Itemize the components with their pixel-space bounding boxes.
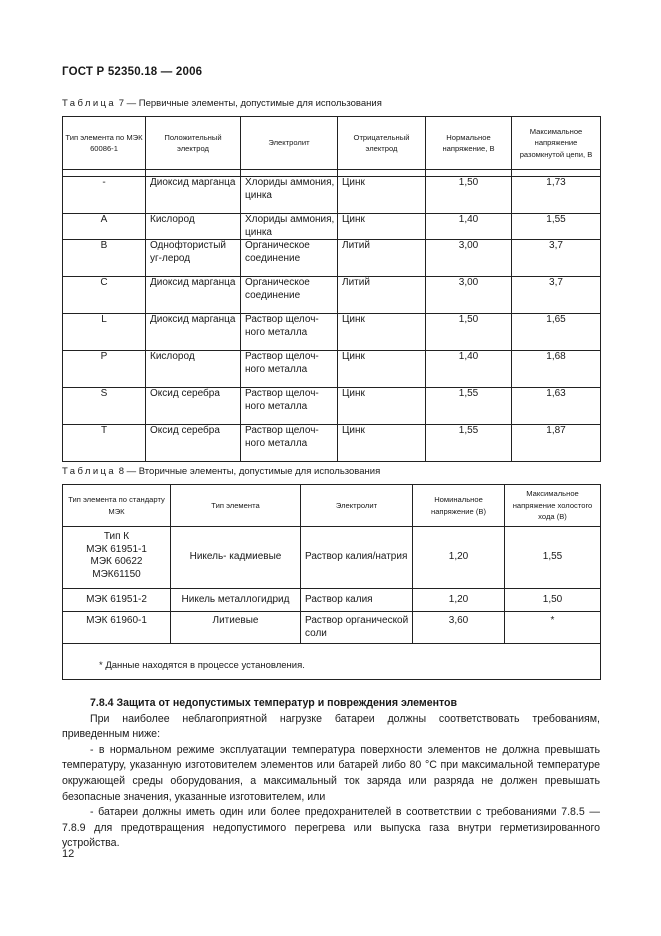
table8-footnote: * Данные находятся в процессе установления. (63, 644, 601, 680)
t7-cell-max: 1,65 (512, 314, 601, 351)
table-row (63, 527, 601, 589)
t7-cell-type: P (63, 351, 146, 388)
t8-type-line: МЭК 61951-1 (86, 543, 147, 555)
t7-cell-max: 1,63 (512, 388, 601, 425)
section-paragraph: - батареи должны иметь один или более предохранителей в соответствии с требованиями 7.8.5 — 7.8.9 для предотвращения недопустимого перегрева или выпуска газа внутри герметизированного устройства. (62, 806, 600, 850)
t7-cell-negative: Цинк (338, 177, 426, 214)
t7-cell-negative: Цинк (338, 214, 426, 240)
t8-cell-electrolyte: Раствор калия/натрия (301, 527, 413, 589)
t7-cell-max: 1,68 (512, 351, 601, 388)
t7-cell-type: - (63, 177, 146, 214)
t8-cell-max: * (505, 612, 601, 644)
t7-cell-type: A (63, 214, 146, 240)
t7-cell-nominal: 1,55 (426, 388, 512, 425)
table-row (63, 388, 601, 425)
t7-cell-nominal: 1,55 (426, 425, 512, 462)
t7-cell-positive: Оксид серебра (146, 388, 241, 425)
t7-header-max: Максимальное напряжение разомкнутой цепи, В (512, 117, 601, 170)
t7-cell-negative: Цинк (338, 314, 426, 351)
t7-cell-electrolyte: Органическое соединение (241, 240, 338, 277)
t7-cell-positive: Диоксид марганца (146, 277, 241, 314)
table-row (63, 240, 601, 277)
t7-cell-negative: Литий (338, 277, 426, 314)
t7-header-negative: Отрицательный электрод (338, 117, 426, 170)
section-heading: 7.8.4 Защита от недопустимых температур и повреждения элементов (90, 697, 458, 709)
t8-cell-electrolyte: Раствор органической соли (301, 612, 413, 644)
t8-header-electrolyte: Электролит (301, 485, 413, 527)
t7-cell-nominal: 3,00 (426, 240, 512, 277)
table-row (63, 589, 601, 612)
t8-cell-standard-type (63, 527, 171, 589)
t7-cell-positive: Однофтористый уг-лерод (146, 240, 241, 277)
t8-cell-nominal: 1,20 (413, 527, 505, 589)
page-number: 12 (62, 848, 75, 860)
t7-cell-nominal: 1,50 (426, 314, 512, 351)
t8-type-line: МЭК61150 (92, 568, 141, 580)
table7 (62, 116, 601, 462)
table-row (63, 314, 601, 351)
table8-caption-text: 8 — Вторичные элементы, допустимые для использования (116, 466, 381, 477)
table-row (63, 277, 601, 314)
t7-cell-negative: Цинк (338, 425, 426, 462)
t8-cell-standard-type: МЭК 61951-2 (63, 589, 171, 612)
t8-header-cell-type: Тип элемента (171, 485, 301, 527)
t8-cell-max: 1,50 (505, 589, 601, 612)
t8-header-max: Максимальное напряжение холостого хода (В) (505, 485, 601, 527)
t7-header-nominal: Нормальное напряжение, В (426, 117, 512, 170)
t7-cell-max: 3,7 (512, 240, 601, 277)
t7-cell-positive: Диоксид марганца (146, 314, 241, 351)
t7-cell-type: C (63, 277, 146, 314)
t7-cell-electrolyte: Раствор щелоч-ного металла (241, 351, 338, 388)
t7-cell-type: L (63, 314, 146, 351)
t7-cell-max: 1,73 (512, 177, 601, 214)
table7-caption (62, 98, 382, 109)
section-paragraph: - в нормальном режиме эксплуатации температура поверхности элементов не должна превышать температуру, указанную изготовителем элементов или батарей либо 80 °С при максимальной температуре окружающей среды оборудования, а максимальный ток заряда или разряда не должен превышать безопасные значения, указанные изготовителем, или (62, 743, 600, 803)
t8-cell-nominal: 3,60 (413, 612, 505, 644)
t7-cell-electrolyte: Органическое соединение (241, 277, 338, 314)
t7-cell-positive: Кислород (146, 214, 241, 240)
t7-header-electrolyte: Электролит (241, 117, 338, 170)
table-row (63, 177, 601, 214)
t7-cell-electrolyte: Раствор щелоч-ного металла (241, 425, 338, 462)
t8-cell-nominal: 1,20 (413, 589, 505, 612)
table8 (62, 484, 601, 680)
t7-cell-max: 1,55 (512, 214, 601, 240)
t8-cell-cell-type: Никель металлогидрид (171, 589, 301, 612)
t7-cell-nominal: 1,40 (426, 214, 512, 240)
t7-cell-nominal: 3,00 (426, 277, 512, 314)
table-note-row (63, 644, 601, 680)
t8-header-nominal: Номинальное напряжение (В) (413, 485, 505, 527)
t8-header-standard-type: Тип элемента по стандарту МЭК (63, 485, 171, 527)
table8-caption-word: Таблица (62, 466, 117, 477)
t7-cell-negative: Цинк (338, 351, 426, 388)
t8-type-line: Тип К (103, 531, 130, 542)
table-row (63, 214, 601, 240)
table7-caption-word: Таблица (62, 98, 117, 109)
t7-cell-nominal: 1,50 (426, 177, 512, 214)
table-row (63, 612, 601, 644)
table7-caption-text: 7 — Первичные элементы, допустимые для использования (116, 98, 382, 109)
t7-header-positive: Положительный электрод (146, 117, 241, 170)
t7-cell-electrolyte: Раствор щелоч-ного металла (241, 388, 338, 425)
t7-cell-positive: Диоксид марганца (146, 177, 241, 214)
t7-cell-type: T (63, 425, 146, 462)
t8-cell-max: 1,55 (505, 527, 601, 589)
table-row (63, 425, 601, 462)
t7-cell-positive: Оксид серебра (146, 425, 241, 462)
t8-cell-cell-type: Литиевые (171, 612, 301, 644)
t7-cell-nominal: 1,40 (426, 351, 512, 388)
t7-cell-electrolyte: Хлориды аммония, цинка (241, 177, 338, 214)
t8-cell-electrolyte: Раствор калия (301, 589, 413, 612)
section-paragraph: При наиболее неблагоприятной нагрузке батареи должны соответствовать требованиям, приведенным ниже: (62, 712, 600, 741)
table8-caption (62, 466, 380, 477)
t7-cell-negative: Цинк (338, 388, 426, 425)
t7-cell-electrolyte: Хлориды аммония, цинка (241, 214, 338, 240)
t8-type-line: МЭК 60622 (90, 556, 143, 567)
t7-cell-positive: Кислород (146, 351, 241, 388)
t7-cell-max: 3,7 (512, 277, 601, 314)
section-7-8-4 (62, 696, 600, 852)
t8-cell-cell-type: Никель- кадмиевые (171, 527, 301, 589)
t8-cell-standard-type: МЭК 61960-1 (63, 612, 171, 644)
t7-cell-type: S (63, 388, 146, 425)
t7-cell-electrolyte: Раствор щелоч-ного металла (241, 314, 338, 351)
t7-header-type: Тип элемента по МЭК 60086-1 (63, 117, 146, 170)
table-row (63, 351, 601, 388)
t7-cell-negative: Литий (338, 240, 426, 277)
t7-cell-max: 1,87 (512, 425, 601, 462)
t7-cell-type: B (63, 240, 146, 277)
document-header: ГОСТ Р 52350.18 — 2006 (62, 66, 203, 78)
